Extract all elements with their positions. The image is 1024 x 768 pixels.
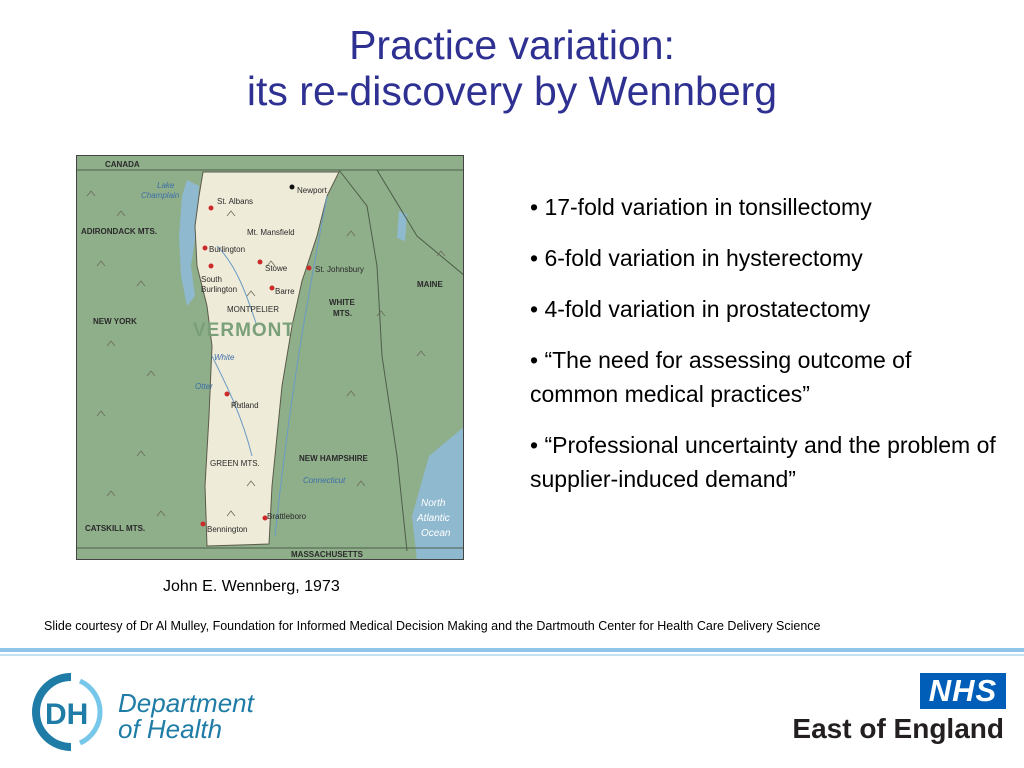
svg-text:Newport: Newport [297,186,327,195]
svg-text:CATSKILL MTS.: CATSKILL MTS. [85,524,146,533]
bullet-list [530,190,1000,513]
nhs-logo-badge: NHS [920,673,1006,709]
dh-wordmark [118,690,254,742]
title-line-1: Practice variation: [349,22,675,68]
svg-text:MAINE: MAINE [417,280,443,289]
svg-text:Mt. Mansfield: Mt. Mansfield [247,228,295,237]
svg-text:Burlington: Burlington [201,285,238,294]
svg-text:GREEN MTS.: GREEN MTS. [210,459,260,468]
label-vermont: VERMONT [193,320,295,341]
svg-text:ADIRONDACK MTS.: ADIRONDACK MTS. [81,227,157,236]
svg-text:Stowe: Stowe [265,264,288,273]
footer-divider-thin [0,654,1024,656]
bullet-item: • 4-fold variation in prostatectomy [530,296,871,322]
footer-divider [0,648,1024,652]
svg-text:Atlantic: Atlantic [417,513,450,524]
svg-text:St. Johnsbury: St. Johnsbury [315,265,364,274]
dh-logo-icon [28,673,114,751]
dh-line-1: Department [118,688,254,718]
dh-line-2: of Health [118,714,223,744]
svg-text:Otter: Otter [195,382,213,391]
svg-text:MASSACHUSETTS: MASSACHUSETTS [291,550,364,559]
bullet-item: • “The need for assessing outcome of common medical practices” [530,347,912,407]
svg-text:WHITE: WHITE [329,298,355,307]
svg-text:St. Albans: St. Albans [217,197,254,206]
slide-credit: Slide courtesy of Dr Al Mulley, Foundation for Informed Medical Decision Making and the Dartmouth Center for Health Care Delivery Science [44,619,821,633]
map-caption: John E. Wennberg, 1973 [163,578,340,595]
svg-text:Champlain: Champlain [141,191,180,200]
svg-text:North: North [421,498,446,509]
nhs-region-name: East of England [792,713,1004,744]
vermont-map [76,155,464,560]
svg-text:NEW HAMPSHIRE: NEW HAMPSHIRE [299,454,368,463]
slide-title [0,22,1024,114]
svg-text:Bennington: Bennington [207,525,248,534]
title-line-2: its re-discovery by Wennberg [246,68,778,114]
svg-text:Ocean: Ocean [421,528,451,539]
svg-text:Lake: Lake [157,181,175,190]
svg-text:Barre: Barre [275,287,295,296]
svg-text:Brattleboro: Brattleboro [267,512,307,521]
bullet-item: • 17-fold variation in tonsillectomy [530,194,872,220]
svg-text:Connecticut: Connecticut [303,476,346,485]
label-canada: CANADA [105,160,140,169]
svg-text:South: South [201,275,222,284]
bullet-item: • 6-fold variation in hysterectomy [530,245,863,271]
bullet-item: • “Professional uncertainty and the problem of supplier-induced demand” [530,432,996,492]
svg-text:MONTPELIER: MONTPELIER [227,305,280,314]
dh-mark: DH [45,698,89,731]
svg-text:White: White [214,353,235,362]
svg-text:Burlington: Burlington [209,245,246,254]
svg-text:Rutland: Rutland [231,401,259,410]
svg-text:MTS.: MTS. [333,309,353,318]
svg-text:NEW YORK: NEW YORK [93,317,137,326]
